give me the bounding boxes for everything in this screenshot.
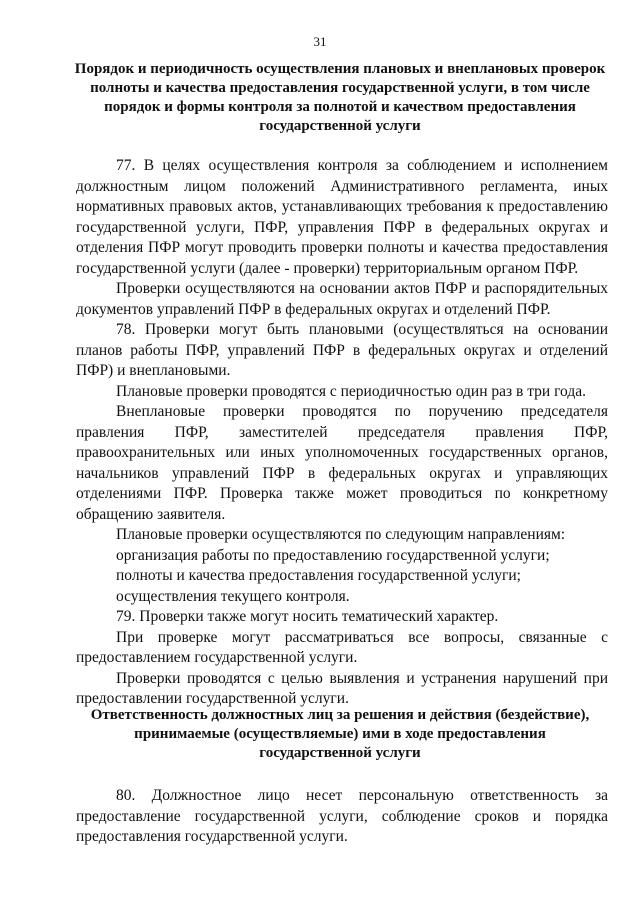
paragraph-79-questions: При проверке могут рассматриваться все вопросы, связанные с предоставлением государственной услуги. (76, 628, 608, 666)
responsibility-body (76, 786, 608, 848)
direction-item-2: полноты и качества предоставления государственной услуги; (116, 567, 521, 584)
paragraph-79: 79. Проверки также могут носить тематический характер. (116, 608, 499, 625)
paragraph-79-purpose: Проверки проводятся с целью выявления и устранения нарушений при предоставлении государственной услуги. (76, 669, 608, 707)
direction-item-1: организация работы по предоставлению государственной услуги; (116, 546, 550, 564)
paragraph-77-basis: Проверки осуществляются на основании актов ПФР и распорядительных документов управлений ПФР в федеральных округах и отделений ПФР. (76, 280, 608, 318)
paragraph-78-unplanned: Внеплановые проверки проводятся по поручению председателя правления ПФР, заместителей председателя правления ПФР, правоохранительных или иных уполномоченных государственных органов, начальников управлений ПФР в федеральных округах и управляющих отделениями ПФР. Проверка также может проводиться по конкретному обращению заявителя. (76, 403, 608, 523)
direction-item-3: осуществления текущего контроля. (116, 587, 350, 605)
paragraph-78-directions: Плановые проверки осуществляются по следующим направлениям: (116, 526, 566, 543)
paragraph-78-planned: Плановые проверки проводятся с периодичностью один раз в три года. (116, 382, 587, 400)
paragraph-78: 78. Проверки могут быть плановыми (осуществляться на основании планов работы ПФР, управлений ПФР в федеральных округах и отделений ПФР) и внеплановыми. (76, 321, 608, 379)
paragraph-77: 77. В целях осуществления контроля за соблюдением и исполнением должностным лицом положений Административного регламента, иных нормативных правовых актов, устанавливающих требования к предоставлению государственной услуги, ПФР, управления ПФР в федеральных округах и отделения ПФР могут проводить проверки полноты и качества предоставления государственной услуги (далее - проверки) территориальным органом ПФР. (76, 157, 608, 277)
inspections-body (76, 156, 608, 710)
section-heading-responsibility: Ответственность должностных лиц за решения и действия (бездействие), принимаемые (осуществляемые) ими в ходе предоставления государственной услуги (90, 707, 590, 761)
section-heading-inspections: Порядок и периодичность осуществления плановых и внеплановых проверок полноты и качества предоставления государственной услуги, в том числе порядок и формы контроля за полнотой и качеством предоставления государственной услуги (74, 61, 606, 134)
page-number: 31 (313, 34, 327, 49)
paragraph-80: 80. Должностное лицо несет персональную ответственность за предоставление государственной услуги, соблюдение сроков и порядка предоставления государственной услуги. (76, 787, 608, 845)
